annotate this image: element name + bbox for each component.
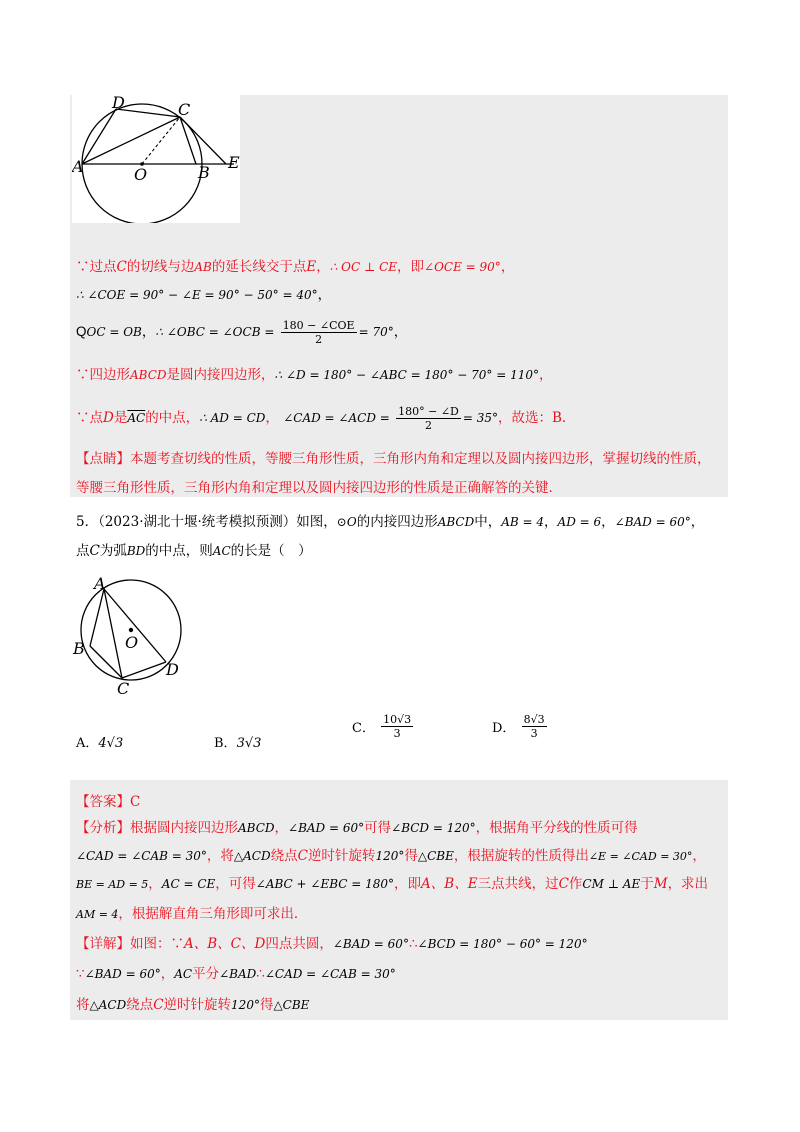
solution-line-5: ∵点D是$\overline{AC}$的中点，∴ AD = CD， ∠CAD = ∠ACD = $\frac{180^\circ - \angle D}{2}$ = 35°，故选：B． xyxy=(76,405,576,432)
detail-line-3: 将△ACD绕点C逆时针旋转120°得△CBE xyxy=(76,997,310,1013)
label-d2: D xyxy=(166,660,179,679)
analysis-line-3: BE = AD = 5，AC = CE，可得∠ABC + ∠EBC = 180°，即A、B、E三点共线，过C作CM ⊥ AE于M，求出 xyxy=(76,876,709,892)
question-number: 5． xyxy=(76,514,99,530)
chord-cd xyxy=(122,662,166,678)
fraction-option-d: $\frac{8√3}{3}$ xyxy=(523,713,545,740)
question-5-line-1: 5．（2023·湖北十堰·统考模拟预测）如图，⊙O的内接四边形ABCD中，AB = 4，AD = 6，∠BAD = 60°， xyxy=(76,514,705,530)
option-d[interactable]: D． $\frac{8√3}{3}$ xyxy=(492,713,545,740)
label-c: C xyxy=(178,100,191,119)
label-e: E xyxy=(228,153,240,172)
chord-ac2 xyxy=(104,589,122,678)
option-a[interactable]: A．4√3 xyxy=(76,736,124,751)
label-c2: C xyxy=(117,679,130,698)
analysis-tag: 【分析】 xyxy=(76,820,130,836)
solution-line-3: QOC = OB，∴ ∠OBC = ∠OCB = $\frac{\text{180 − ∠COE}}{2}$ = 70°， xyxy=(76,319,408,346)
question-5-line-2: 点C为弧BD的中点，则AC的长是（ ） xyxy=(76,543,312,559)
answer-value: C xyxy=(130,794,141,810)
label-b2: B xyxy=(73,639,85,658)
chord-ab xyxy=(90,589,104,646)
circle-figure-1 xyxy=(72,95,242,223)
circle-figure-2 xyxy=(70,572,190,698)
analysis-line-1: 【分析】根据圆内接四边形ABCD，∠BAD = 60°可得∠BCD = 120°，根据角平分线的性质可得 xyxy=(76,820,638,836)
answer-line xyxy=(76,792,140,812)
dianjing-tag: 【点睛】 xyxy=(76,451,130,467)
detail-line-2: ∵∠BAD = 60°，AC平分∠BAD∴∠CAD = ∠CAB = 30° xyxy=(76,966,396,982)
label-a: A xyxy=(72,157,84,176)
solution-line-4: ∵四边形ABCD是圆内接四边形，∴ ∠D = 180° − ∠ABC = 180° − 70° = 110°， xyxy=(76,367,553,383)
answer-block xyxy=(70,780,728,1020)
fraction-oce: $\frac{\text{180 − ∠COE}}{2}$ xyxy=(282,319,355,346)
option-c[interactable]: C． $\frac{10√3}{3}$ xyxy=(352,713,412,740)
fraction-option-c: $\frac{10√3}{3}$ xyxy=(383,713,412,740)
dianjing-line-1: 【点睛】本题考查切线的性质，等腰三角形性质，三角形内角和定理以及圆内接四边形，掌握切线的性质， xyxy=(76,451,711,467)
detail-line-1: 【详解】如图：∵A、B、C、D四点共圆，∠BAD = 60°∴∠BCD = 180° − 60° = 120° xyxy=(76,936,588,952)
fraction-d: $\frac{180^\circ - \angle D}{2}$ xyxy=(398,405,459,432)
analysis-line-2: ∠CAD = ∠CAB = 30°，将△ACD绕点C逆时针旋转120°得△CBE，根据旋转的性质得出∠E = ∠CAD = 30°， xyxy=(76,848,706,864)
dianjing-line-2: 等腰三角形性质，三角形内角和定理以及圆内接四边形的性质是正确解答的关键． xyxy=(76,480,562,496)
label-o2: O xyxy=(125,633,139,652)
option-b[interactable]: B．3√3 xyxy=(214,736,262,751)
solution-line-1: ∵过点C的切线与边AB的延长线交于点E，∴ OC ⊥ CE，即∠OCE = 90°， xyxy=(76,259,515,275)
detail-tag: 【详解】 xyxy=(76,936,130,952)
label-o: O xyxy=(134,165,148,184)
label-b: B xyxy=(198,163,210,182)
solution-line-2: ∴ ∠COE = 90° − ∠E = 90° − 50° = 40°， xyxy=(76,287,332,303)
label-d: D xyxy=(112,95,125,112)
label-a2: A xyxy=(94,574,106,593)
center-o2-dot xyxy=(129,628,133,632)
analysis-line-4: AM = 4，根据解直角三角形即可求出． xyxy=(76,906,308,922)
answer-tag: 【答案】 xyxy=(76,794,130,810)
